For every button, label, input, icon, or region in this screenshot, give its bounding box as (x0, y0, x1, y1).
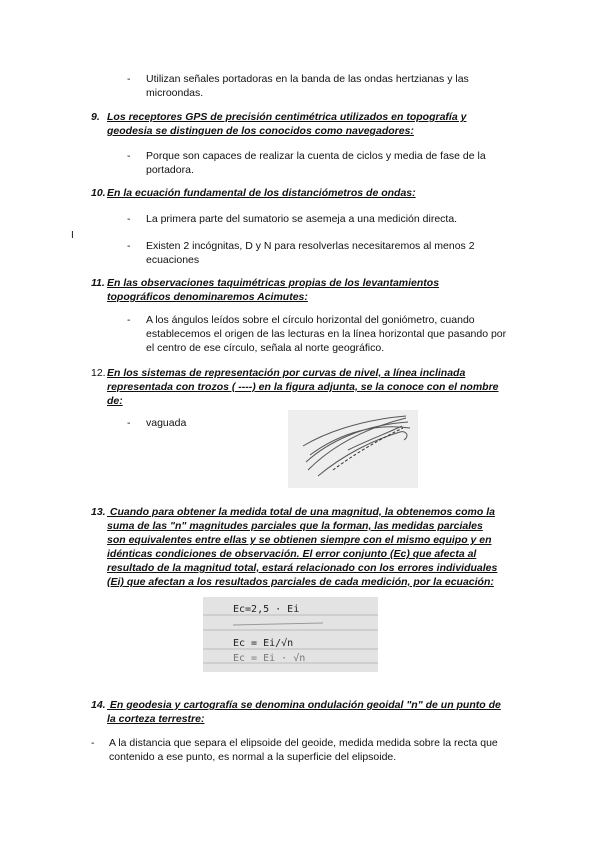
question-13 (91, 505, 497, 589)
question-number: 13. (91, 506, 106, 518)
answer-line: establecemos el origen de las lecturas en la línea horizontal que pasando por (146, 328, 507, 340)
contour-lines-figure (288, 410, 418, 488)
question-line: de: (107, 395, 123, 407)
question-line: En geodesia y cartografía se denomina ondulación geoidal "n" de un punto de (107, 699, 501, 711)
bullet-dash: - (127, 417, 131, 429)
question-12 (91, 366, 499, 408)
question-line: En los sistemas de representación por curvas de nivel, a línea inclinada (107, 367, 466, 379)
question-line: la corteza terrestre: (107, 713, 205, 725)
bullet-dash: - (127, 240, 131, 252)
answer-line: portadora. (146, 164, 194, 176)
question-line: son equivalentes entre ellas y se obtienen siempre con el mismo equipo y en (107, 534, 492, 546)
question-number: 11. (91, 277, 105, 289)
answer-line: A los ángulos leídos sobre el círculo horizontal del goniómetro, cuando (146, 314, 475, 326)
question-14 (91, 698, 501, 726)
answer-line: Utilizan señales portadoras en la banda de las ondas hertzianas y las (146, 73, 469, 85)
answer-line: contenido a ese punto, es normal a la superficie del elipsoide. (109, 751, 397, 763)
formula-line: Ec=2,5 · Ei (233, 604, 300, 615)
question-line: geodesia se distinguen de los conocidos como navegadores: (107, 125, 414, 137)
formula-figure (203, 597, 378, 672)
question-line: topográficos denominaremos Acimutes: (107, 291, 308, 303)
bullet-dash: - (127, 213, 131, 225)
contour-lines-image (288, 410, 418, 488)
formula-line: Ec = Ei/√n (233, 638, 294, 649)
bullet-dash: - (127, 314, 131, 326)
bullet-dash: - (91, 737, 95, 749)
answer-line: Porque son capaces de realizar la cuenta de ciclos y media de fase de la (146, 150, 486, 162)
question-line: En las observaciones taquimétricas propias de los levantamientos (107, 277, 440, 289)
question-number: 12. (91, 367, 106, 379)
answer-line: Existen 2 incógnitas, D y N para resolverlas necesitaremos al menos 2 (146, 240, 475, 252)
question-line: En la ecuación fundamental de los distanciómetros de ondas: (107, 187, 416, 199)
question-number: 10. (91, 187, 106, 199)
question-10 (91, 186, 416, 200)
question-9 (91, 110, 466, 138)
formula-image (203, 597, 378, 672)
question-line: resultado de la magnitud total, estará relacionado con los errores individuales (107, 562, 498, 574)
question-line: Cuando para obtener la medida total de una magnitud, la obtenemos como la (107, 506, 495, 518)
question-line: idénticas condiciones de observación. El error conjunto (Ec) que afecta al (107, 548, 477, 560)
question-line: representada con trozos ( ----) en la figura adjunta, se la conoce con el nombre (107, 381, 499, 393)
question-line: (Ei) que afectan a los resultados parciales de cada medición, por la ecuación: (107, 576, 494, 588)
question-number: 9. (91, 111, 100, 123)
bullet-dash: - (127, 150, 131, 162)
margin-mark: I (71, 230, 74, 241)
bullet-dash: - (127, 73, 131, 85)
answer-line: La primera parte del sumatorio se asemeja a una medición directa. (146, 213, 458, 225)
question-number: 14. (91, 699, 106, 711)
answer-line: el centro de ese círculo, señala al norte geográfico. (146, 342, 385, 354)
answer-line: ecuaciones (146, 254, 200, 266)
question-line: suma de las "n" magnitudes parciales que la forman, las medidas parciales (107, 520, 483, 532)
question-11 (91, 276, 439, 304)
answer-line: microondas. (146, 87, 204, 99)
answer-line: A la distancia que separa el elipsoide del geoide, medida medida sobre la recta que (109, 737, 498, 749)
answer-line: vaguada (146, 417, 187, 429)
question-line: Los receptores GPS de precisión centimétrica utilizados en topografía y (107, 111, 467, 123)
formula-line: Ec = Ei · √n (233, 653, 306, 664)
